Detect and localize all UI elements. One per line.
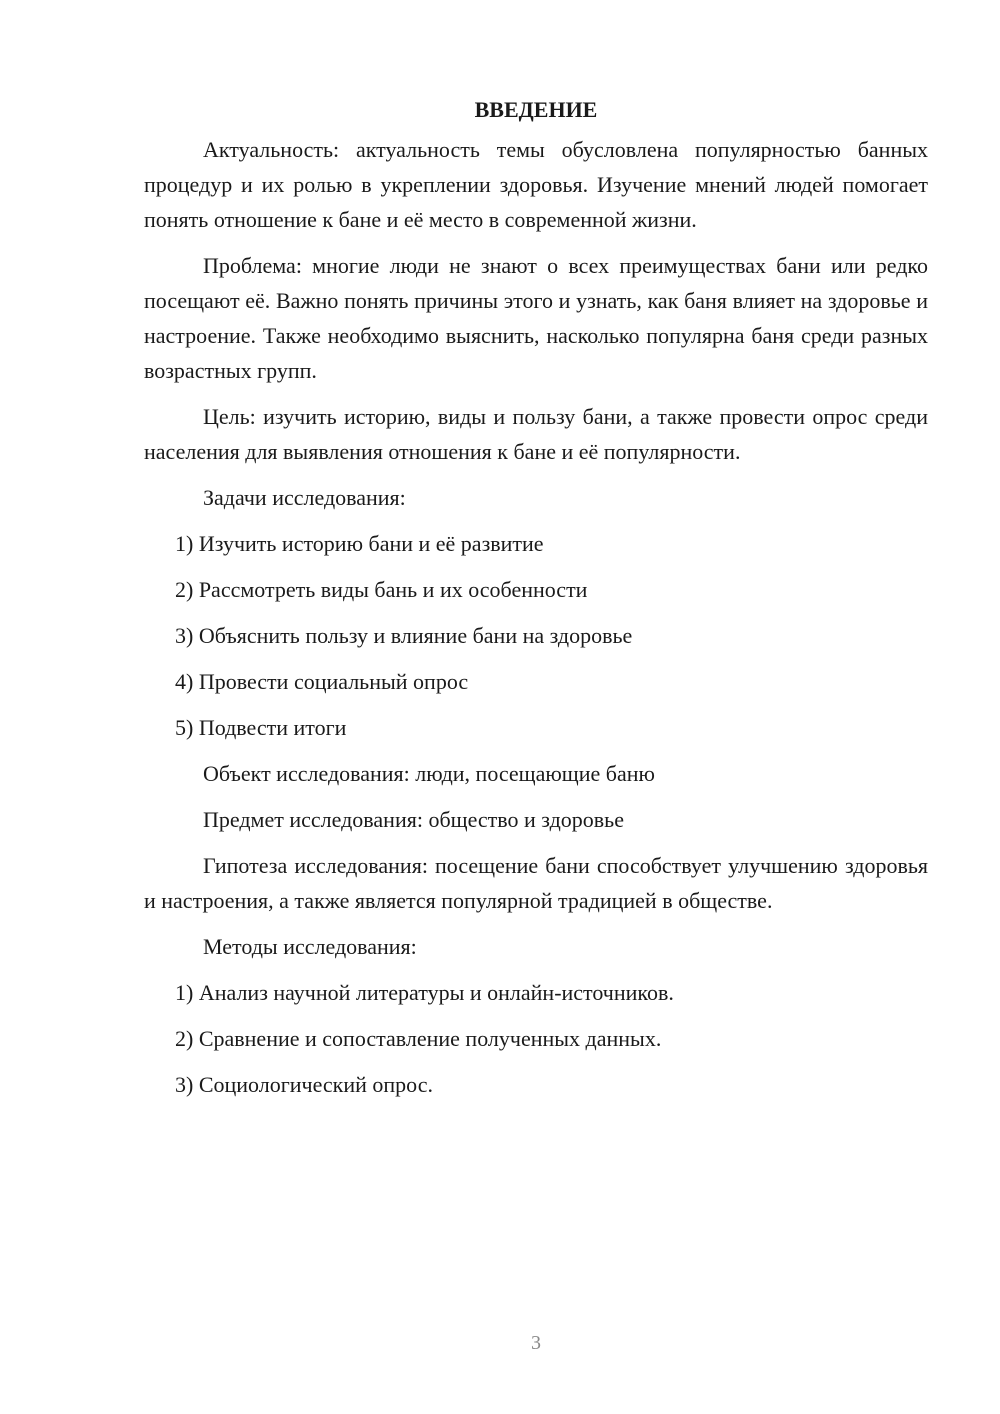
task-item: 1) Изучить историю бани и её развитие [175,531,544,556]
method-item: 1) Анализ научной литературы и онлайн-источников. [175,980,674,1005]
task-item: 3) Объяснить пользу и влияние бани на здоровье [175,623,633,648]
methods-label: Методы исследования: [203,934,417,959]
research-subject: Предмет исследования: общество и здоровье [203,807,624,832]
problem-paragraph: Проблема: многие люди не знают о всех преимуществах бани или редко посещают её. Важно понять причины этого и узнать, как баня влияет на здоровье и настроение. Также необходимо выяснить, насколько популярна баня среди разных возрастных групп. [144,253,928,383]
research-object: Объект исследования: люди, посещающие баню [203,761,655,786]
task-item: 4) Провести социальный опрос [175,669,469,694]
tasks-label: Задачи исследования: [203,485,406,510]
method-item: 2) Сравнение и сопоставление полученных данных. [175,1026,662,1051]
relevance-paragraph: Актуальность: актуальность темы обусловлена популярностью банных процедур и их ролью в укреплении здоровья. Изучение мнений людей помогает понять отношение к бане и её место в современной жизни. [144,137,928,232]
hypothesis-paragraph: Гипотеза исследования: посещение бани способствует улучшению здоровья и настроения, а также является популярной традицией в обществе. [144,853,928,913]
task-item: 2) Рассмотреть виды бань и их особенности [175,577,588,602]
document-title: ВВЕДЕНИЕ [474,97,598,122]
document-page [144,92,928,1113]
goal-paragraph: Цель: изучить историю, виды и пользу бани, а также провести опрос среди населения для выявления отношения к бане и её популярности. [144,404,928,464]
method-item: 3) Социологический опрос. [175,1072,433,1097]
task-item: 5) Подвести итоги [175,715,347,740]
page-number: 3 [531,1332,541,1354]
